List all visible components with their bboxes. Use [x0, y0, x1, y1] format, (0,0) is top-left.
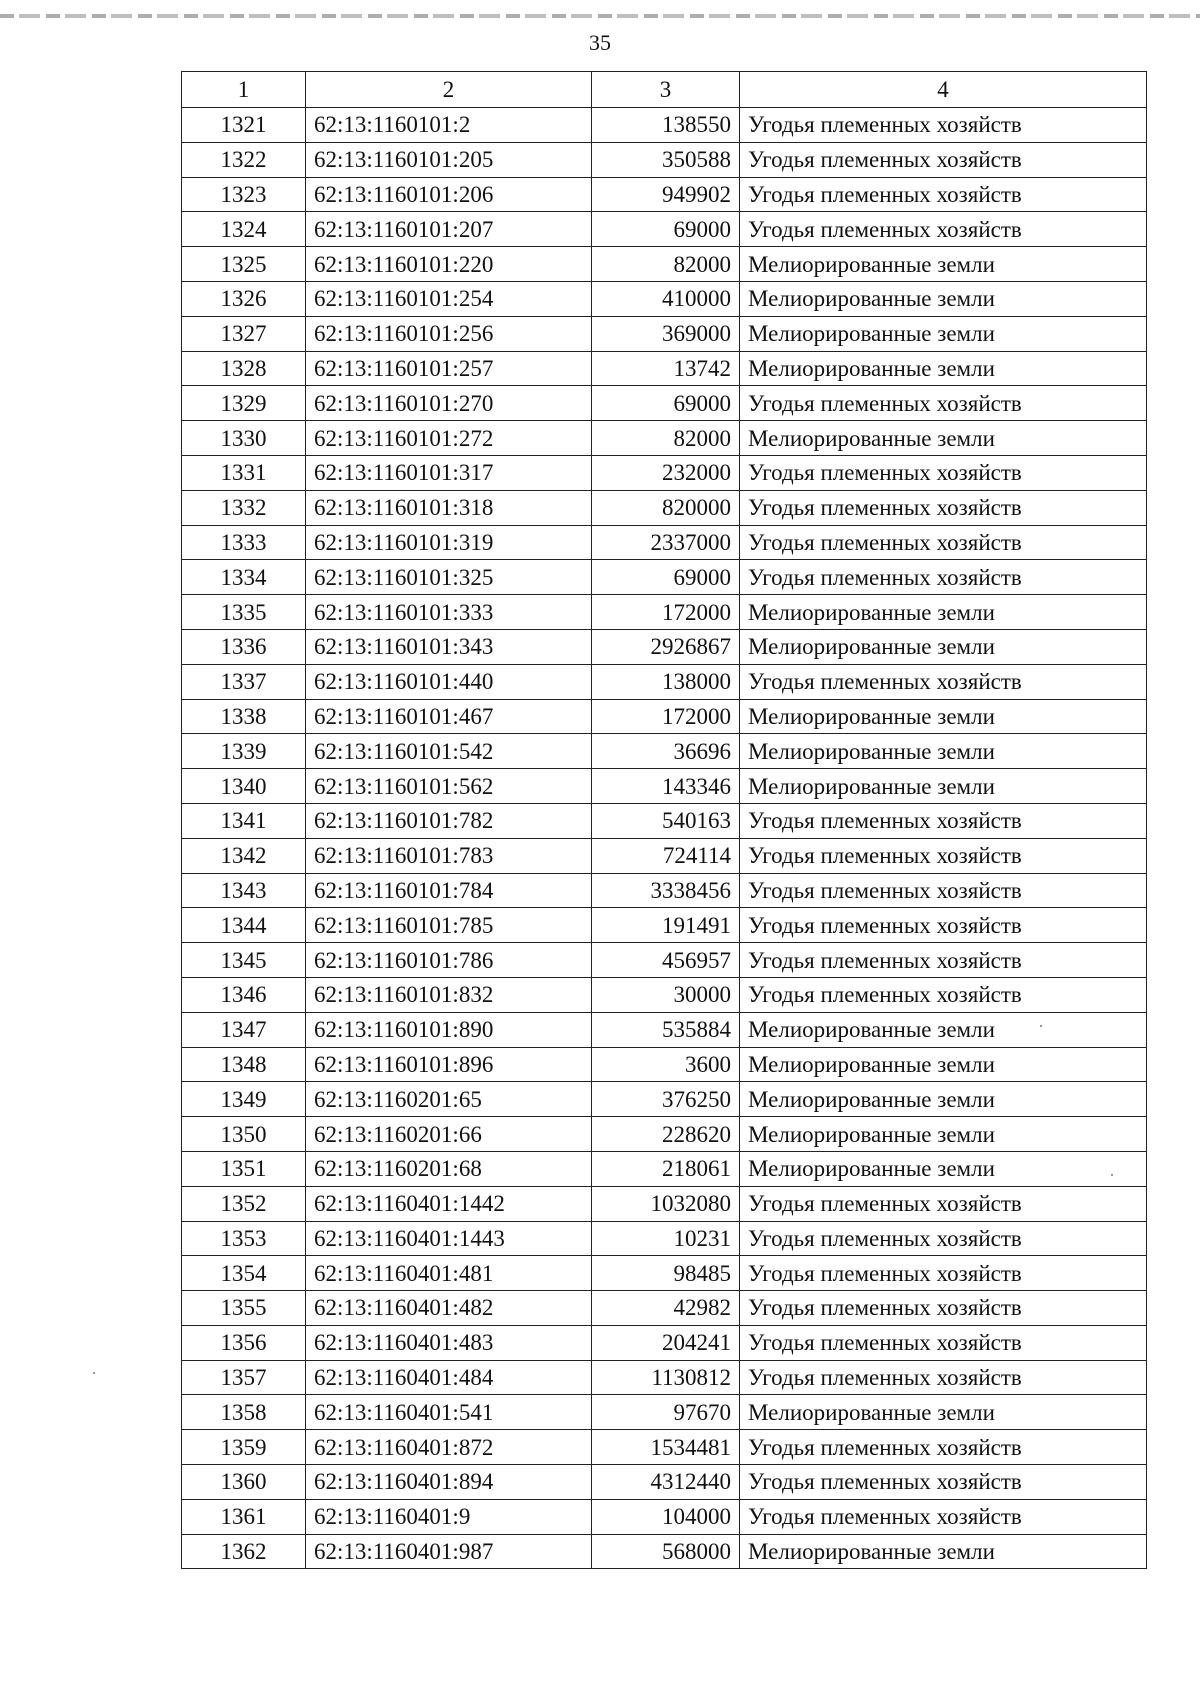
cadastral-number-cell: 62:13:1160401:894: [306, 1465, 592, 1500]
cadastral-number-cell: 62:13:1160101:2: [306, 108, 592, 143]
table-header: [182, 72, 1147, 108]
table-row: [182, 1291, 1147, 1326]
land-category-cell: Угодья племенных хозяйств: [740, 908, 1147, 943]
row-number-cell: 1340: [182, 769, 306, 804]
table-row: [182, 455, 1147, 490]
cadastral-number-cell: 62:13:1160101:784: [306, 873, 592, 908]
area-cell: 204241: [592, 1325, 740, 1360]
area-cell: 3338456: [592, 873, 740, 908]
header-col-2: 2: [306, 72, 592, 108]
land-category-cell: Угодья племенных хозяйств: [740, 1256, 1147, 1291]
cadastral-number-cell: 62:13:1160101:325: [306, 560, 592, 595]
area-cell: 82000: [592, 247, 740, 282]
area-cell: 724114: [592, 838, 740, 873]
table-row: [182, 281, 1147, 316]
table-row: [182, 943, 1147, 978]
table-row: [182, 525, 1147, 560]
land-category-cell: Мелиорированные земли: [740, 247, 1147, 282]
table-row: [182, 1221, 1147, 1256]
land-category-cell: Угодья племенных хозяйств: [740, 525, 1147, 560]
cadastral-number-cell: 62:13:1160101:782: [306, 803, 592, 838]
table-row: [182, 595, 1147, 630]
land-category-cell: Угодья племенных хозяйств: [740, 943, 1147, 978]
area-cell: 228620: [592, 1117, 740, 1152]
table-row: [182, 629, 1147, 664]
table-row: [182, 247, 1147, 282]
cadastral-number-cell: 62:13:1160101:890: [306, 1012, 592, 1047]
row-number-cell: 1333: [182, 525, 306, 560]
cadastral-number-cell: 62:13:1160101:562: [306, 769, 592, 804]
area-cell: 535884: [592, 1012, 740, 1047]
cadastral-number-cell: 62:13:1160101:467: [306, 699, 592, 734]
table-row: [182, 977, 1147, 1012]
land-category-cell: Угодья племенных хозяйств: [740, 838, 1147, 873]
land-category-cell: Угодья племенных хозяйств: [740, 1360, 1147, 1395]
land-category-cell: Угодья племенных хозяйств: [740, 108, 1147, 143]
area-cell: 10231: [592, 1221, 740, 1256]
cadastral-number-cell: 62:13:1160101:319: [306, 525, 592, 560]
area-cell: 376250: [592, 1082, 740, 1117]
table-row: [182, 664, 1147, 699]
table-row: [182, 490, 1147, 525]
row-number-cell: 1357: [182, 1360, 306, 1395]
land-category-cell: Угодья племенных хозяйств: [740, 212, 1147, 247]
land-category-cell: Угодья племенных хозяйств: [740, 1430, 1147, 1465]
row-number-cell: 1353: [182, 1221, 306, 1256]
table-row: [182, 1325, 1147, 1360]
area-cell: 1130812: [592, 1360, 740, 1395]
land-category-cell: Мелиорированные земли: [740, 1395, 1147, 1430]
cadastral-number-cell: 62:13:1160401:987: [306, 1534, 592, 1569]
land-category-cell: Мелиорированные земли: [740, 351, 1147, 386]
cadastral-number-cell: 62:13:1160101:257: [306, 351, 592, 386]
land-category-cell: Мелиорированные земли: [740, 1012, 1147, 1047]
scan-speck: [93, 1372, 95, 1374]
area-cell: 350588: [592, 142, 740, 177]
land-category-cell: Мелиорированные земли: [740, 1534, 1147, 1569]
cadastral-number-cell: 62:13:1160101:318: [306, 490, 592, 525]
area-cell: 456957: [592, 943, 740, 978]
row-number-cell: 1346: [182, 977, 306, 1012]
row-number-cell: 1345: [182, 943, 306, 978]
area-cell: 138000: [592, 664, 740, 699]
cadastral-number-cell: 62:13:1160101:256: [306, 316, 592, 351]
table-row: [182, 838, 1147, 873]
cadastral-number-cell: 62:13:1160101:207: [306, 212, 592, 247]
row-number-cell: 1324: [182, 212, 306, 247]
cadastral-number-cell: 62:13:1160101:832: [306, 977, 592, 1012]
row-number-cell: 1356: [182, 1325, 306, 1360]
table-row: [182, 177, 1147, 212]
cadastral-number-cell: 62:13:1160101:272: [306, 421, 592, 456]
land-category-cell: Мелиорированные земли: [740, 1082, 1147, 1117]
cadastral-number-cell: 62:13:1160401:483: [306, 1325, 592, 1360]
row-number-cell: 1334: [182, 560, 306, 595]
cadastral-number-cell: 62:13:1160401:1442: [306, 1186, 592, 1221]
area-cell: 97670: [592, 1395, 740, 1430]
scan-artifact-top-edge: [0, 14, 1200, 18]
area-cell: 143346: [592, 769, 740, 804]
cadastral-number-cell: 62:13:1160101:896: [306, 1047, 592, 1082]
row-number-cell: 1355: [182, 1291, 306, 1326]
table-row: [182, 1151, 1147, 1186]
row-number-cell: 1332: [182, 490, 306, 525]
area-cell: 104000: [592, 1499, 740, 1534]
land-category-cell: Мелиорированные земли: [740, 629, 1147, 664]
table-row: [182, 108, 1147, 143]
land-category-cell: Мелиорированные земли: [740, 281, 1147, 316]
area-cell: 218061: [592, 1151, 740, 1186]
area-cell: 568000: [592, 1534, 740, 1569]
cadastral-number-cell: 62:13:1160401:481: [306, 1256, 592, 1291]
land-category-cell: Угодья племенных хозяйств: [740, 1325, 1147, 1360]
area-cell: 13742: [592, 351, 740, 386]
land-category-cell: Угодья племенных хозяйств: [740, 1499, 1147, 1534]
land-category-cell: Мелиорированные земли: [740, 1151, 1147, 1186]
area-cell: 36696: [592, 734, 740, 769]
page-number: 35: [589, 30, 611, 55]
area-cell: 3600: [592, 1047, 740, 1082]
row-number-cell: 1348: [182, 1047, 306, 1082]
table-row: [182, 1360, 1147, 1395]
row-number-cell: 1341: [182, 803, 306, 838]
land-category-cell: Мелиорированные земли: [740, 699, 1147, 734]
area-cell: 949902: [592, 177, 740, 212]
table-row: [182, 1430, 1147, 1465]
cadastral-number-cell: 62:13:1160101:440: [306, 664, 592, 699]
row-number-cell: 1327: [182, 316, 306, 351]
area-cell: 138550: [592, 108, 740, 143]
row-number-cell: 1323: [182, 177, 306, 212]
area-cell: 820000: [592, 490, 740, 525]
row-number-cell: 1330: [182, 421, 306, 456]
row-number-cell: 1336: [182, 629, 306, 664]
table-row: [182, 699, 1147, 734]
area-cell: 369000: [592, 316, 740, 351]
row-number-cell: 1350: [182, 1117, 306, 1152]
table-row: [182, 1047, 1147, 1082]
row-number-cell: 1344: [182, 908, 306, 943]
row-number-cell: 1342: [182, 838, 306, 873]
area-cell: 410000: [592, 281, 740, 316]
land-category-cell: Угодья племенных хозяйств: [740, 1221, 1147, 1256]
area-cell: 82000: [592, 421, 740, 456]
area-cell: 540163: [592, 803, 740, 838]
area-cell: 4312440: [592, 1465, 740, 1500]
table-row: [182, 1465, 1147, 1500]
row-number-cell: 1337: [182, 664, 306, 699]
row-number-cell: 1322: [182, 142, 306, 177]
table-row: [182, 1186, 1147, 1221]
land-category-cell: Угодья племенных хозяйств: [740, 1186, 1147, 1221]
land-category-cell: Угодья племенных хозяйств: [740, 177, 1147, 212]
land-category-cell: Мелиорированные земли: [740, 1117, 1147, 1152]
area-cell: 1534481: [592, 1430, 740, 1465]
land-category-cell: Мелиорированные земли: [740, 769, 1147, 804]
cadastral-number-cell: 62:13:1160401:484: [306, 1360, 592, 1395]
land-category-cell: Угодья племенных хозяйств: [740, 664, 1147, 699]
cadastral-number-cell: 62:13:1160101:270: [306, 386, 592, 421]
row-number-cell: 1343: [182, 873, 306, 908]
table-row: [182, 1012, 1147, 1047]
row-number-cell: 1358: [182, 1395, 306, 1430]
cadastral-number-cell: 62:13:1160401:1443: [306, 1221, 592, 1256]
area-cell: 2926867: [592, 629, 740, 664]
row-number-cell: 1326: [182, 281, 306, 316]
row-number-cell: 1360: [182, 1465, 306, 1500]
cadastral-number-cell: 62:13:1160201:65: [306, 1082, 592, 1117]
row-number-cell: 1329: [182, 386, 306, 421]
cadastral-number-cell: 62:13:1160101:317: [306, 455, 592, 490]
cadastral-number-cell: 62:13:1160401:9: [306, 1499, 592, 1534]
table-row: [182, 908, 1147, 943]
header-col-1: 1: [182, 72, 306, 108]
scan-speck: [1111, 1174, 1113, 1176]
cadastral-number-cell: 62:13:1160101:254: [306, 281, 592, 316]
area-cell: 69000: [592, 560, 740, 595]
land-category-cell: Угодья племенных хозяйств: [740, 490, 1147, 525]
row-number-cell: 1347: [182, 1012, 306, 1047]
row-number-cell: 1362: [182, 1534, 306, 1569]
area-cell: 172000: [592, 595, 740, 630]
cadastral-number-cell: 62:13:1160201:66: [306, 1117, 592, 1152]
table-row: [182, 1256, 1147, 1291]
table-row: [182, 734, 1147, 769]
land-category-cell: Угодья племенных хозяйств: [740, 560, 1147, 595]
row-number-cell: 1328: [182, 351, 306, 386]
table-row: [182, 560, 1147, 595]
table-row: [182, 769, 1147, 804]
table-row: [182, 1117, 1147, 1152]
cadastral-number-cell: 62:13:1160101:205: [306, 142, 592, 177]
row-number-cell: 1359: [182, 1430, 306, 1465]
land-plots-table: [181, 71, 1147, 1569]
area-cell: 42982: [592, 1291, 740, 1326]
land-category-cell: Угодья племенных хозяйств: [740, 142, 1147, 177]
cadastral-number-cell: 62:13:1160101:333: [306, 595, 592, 630]
row-number-cell: 1325: [182, 247, 306, 282]
header-col-3: 3: [592, 72, 740, 108]
area-cell: 191491: [592, 908, 740, 943]
table-row: [182, 1499, 1147, 1534]
area-cell: 30000: [592, 977, 740, 1012]
table-row: [182, 873, 1147, 908]
land-category-cell: Мелиорированные земли: [740, 595, 1147, 630]
row-number-cell: 1321: [182, 108, 306, 143]
land-category-cell: Угодья племенных хозяйств: [740, 1465, 1147, 1500]
area-cell: 69000: [592, 212, 740, 247]
header-col-4: 4: [740, 72, 1147, 108]
table-row: [182, 1395, 1147, 1430]
land-category-cell: Мелиорированные земли: [740, 1047, 1147, 1082]
cadastral-number-cell: 62:13:1160401:541: [306, 1395, 592, 1430]
scan-speck: [1040, 1025, 1042, 1027]
cadastral-number-cell: 62:13:1160401:872: [306, 1430, 592, 1465]
table-row: [182, 386, 1147, 421]
row-number-cell: 1331: [182, 455, 306, 490]
cadastral-number-cell: 62:13:1160101:220: [306, 247, 592, 282]
cadastral-number-cell: 62:13:1160401:482: [306, 1291, 592, 1326]
table-row: [182, 351, 1147, 386]
cadastral-number-cell: 62:13:1160101:343: [306, 629, 592, 664]
row-number-cell: 1351: [182, 1151, 306, 1186]
area-cell: 232000: [592, 455, 740, 490]
area-cell: 2337000: [592, 525, 740, 560]
area-cell: 98485: [592, 1256, 740, 1291]
row-number-cell: 1335: [182, 595, 306, 630]
land-category-cell: Угодья племенных хозяйств: [740, 455, 1147, 490]
header-row: [182, 72, 1147, 108]
table-row: [182, 316, 1147, 351]
cadastral-number-cell: 62:13:1160101:783: [306, 838, 592, 873]
table-row: [182, 421, 1147, 456]
land-category-cell: Мелиорированные земли: [740, 421, 1147, 456]
table-row: [182, 1082, 1147, 1117]
land-category-cell: Мелиорированные земли: [740, 316, 1147, 351]
row-number-cell: 1361: [182, 1499, 306, 1534]
table-row: [182, 1534, 1147, 1569]
land-category-cell: Угодья племенных хозяйств: [740, 873, 1147, 908]
table-row: [182, 212, 1147, 247]
table-row: [182, 142, 1147, 177]
cadastral-number-cell: 62:13:1160101:206: [306, 177, 592, 212]
row-number-cell: 1349: [182, 1082, 306, 1117]
cadastral-number-cell: 62:13:1160101:542: [306, 734, 592, 769]
land-category-cell: Угодья племенных хозяйств: [740, 386, 1147, 421]
cadastral-number-cell: 62:13:1160201:68: [306, 1151, 592, 1186]
land-category-cell: Мелиорированные земли: [740, 734, 1147, 769]
area-cell: 69000: [592, 386, 740, 421]
row-number-cell: 1352: [182, 1186, 306, 1221]
row-number-cell: 1354: [182, 1256, 306, 1291]
cadastral-number-cell: 62:13:1160101:785: [306, 908, 592, 943]
area-cell: 1032080: [592, 1186, 740, 1221]
land-category-cell: Угодья племенных хозяйств: [740, 803, 1147, 838]
land-category-cell: Угодья племенных хозяйств: [740, 977, 1147, 1012]
table-body: [182, 108, 1147, 1569]
row-number-cell: 1338: [182, 699, 306, 734]
table-row: [182, 803, 1147, 838]
cadastral-number-cell: 62:13:1160101:786: [306, 943, 592, 978]
row-number-cell: 1339: [182, 734, 306, 769]
land-category-cell: Угодья племенных хозяйств: [740, 1291, 1147, 1326]
area-cell: 172000: [592, 699, 740, 734]
